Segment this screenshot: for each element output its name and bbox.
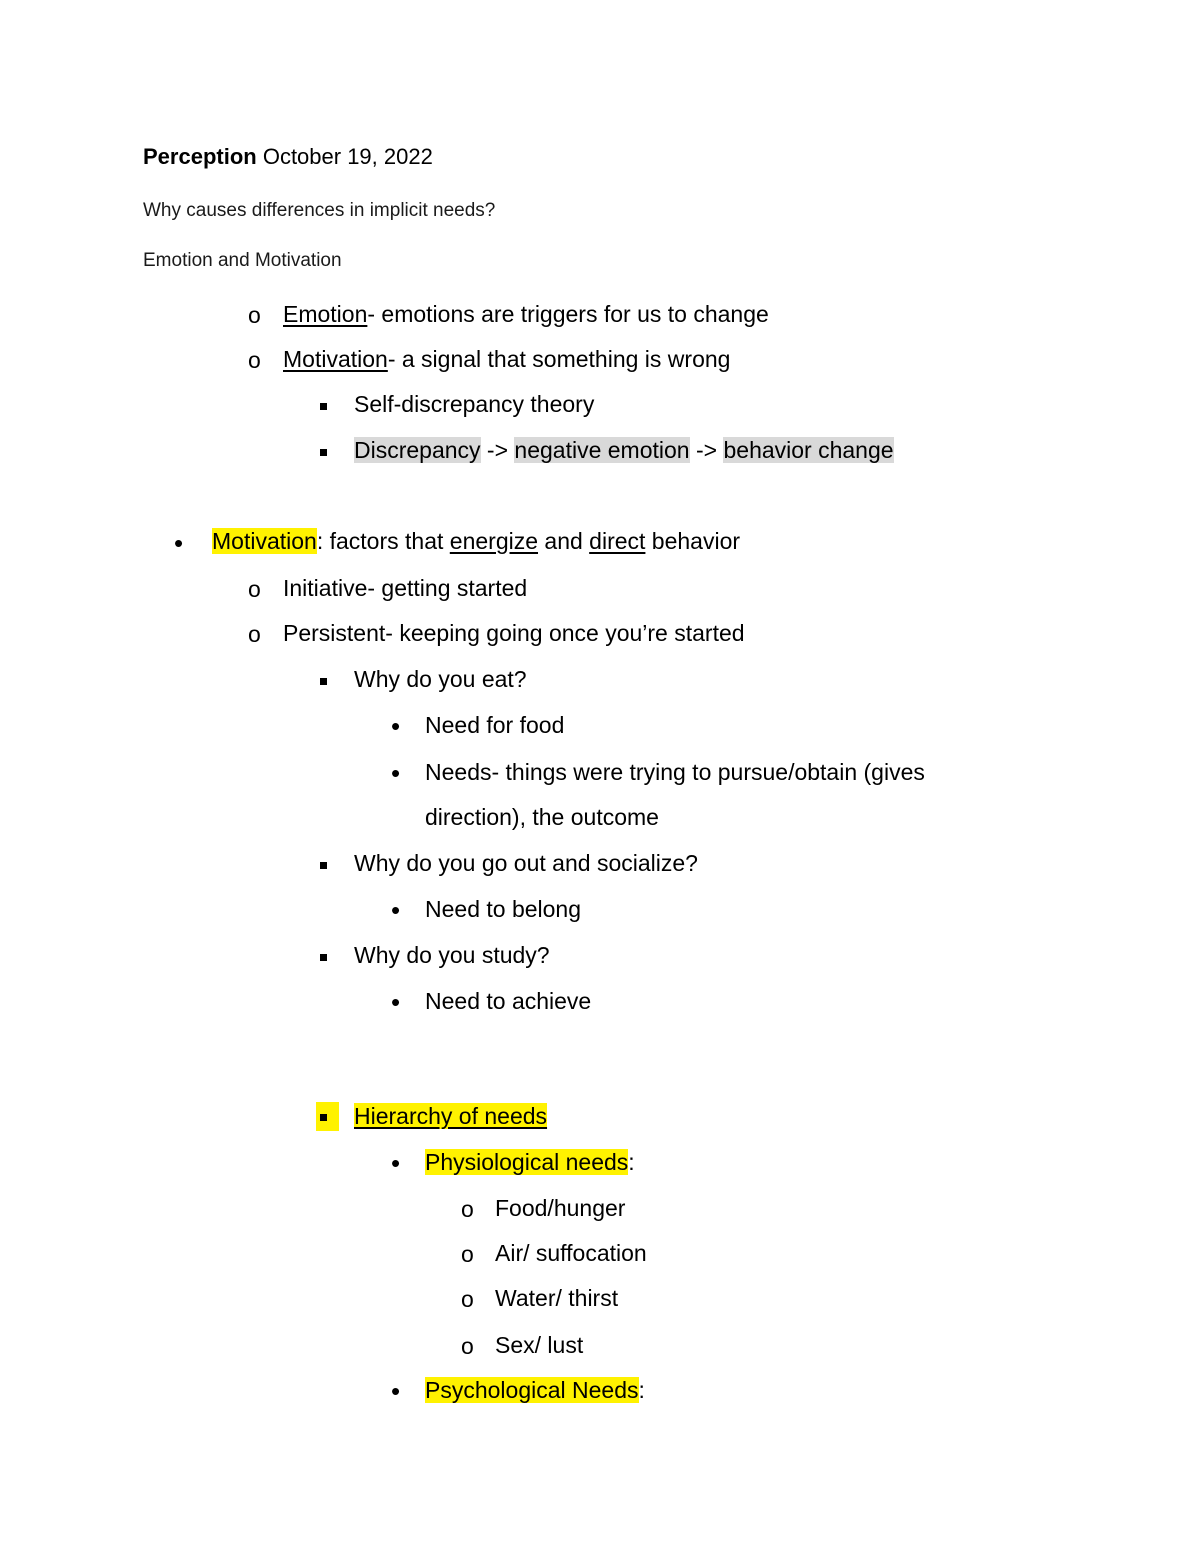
- bullet-icon: •: [391, 758, 401, 788]
- list-item-why-eat: Why do you eat?: [354, 666, 527, 692]
- intro-topic: Emotion and Motivation: [143, 250, 342, 271]
- square-bullet-icon: [320, 850, 327, 879]
- list-item-needs-line1: Needs- things were trying to pursue/obtain (gives: [425, 759, 925, 785]
- page-title: [143, 143, 433, 171]
- bullet-icon: •: [391, 895, 401, 925]
- list-item-emotion: Emotion- emotions are triggers for us to change: [283, 301, 769, 327]
- hollow-bullet-icon: o: [461, 1286, 474, 1312]
- square-bullet-icon: [320, 942, 327, 971]
- list-item-initiative: Initiative- getting started: [283, 575, 528, 601]
- hollow-bullet-icon: o: [248, 621, 261, 647]
- bullet-icon: •: [391, 1376, 401, 1406]
- hollow-bullet-icon: o: [248, 302, 261, 328]
- list-item-self-discrepancy: Self-discrepancy theory: [354, 391, 595, 417]
- bullet-icon: •: [391, 987, 401, 1017]
- list-item-needs-line2: direction), the outcome: [425, 804, 659, 830]
- title-word: Perception: [143, 144, 257, 169]
- list-item-need-belong: Need to belong: [425, 896, 582, 922]
- hollow-bullet-icon: o: [248, 576, 261, 602]
- square-bullet-icon: [316, 1102, 339, 1131]
- list-item-need-food: Need for food: [425, 712, 565, 738]
- bullet-icon: •: [391, 1148, 401, 1178]
- intro-question: Why causes differences in implicit needs?: [143, 200, 496, 221]
- list-item-phys: Water/ thirst: [495, 1285, 619, 1311]
- list-item-discrepancy-chain: Discrepancy -> negative emotion -> behavior change: [354, 437, 894, 463]
- square-bullet-icon: [320, 391, 327, 420]
- title-date: October 19, 2022: [262, 144, 433, 169]
- list-item-persistent: Persistent- keeping going once you’re started: [283, 620, 745, 646]
- list-item-phys: Food/hunger: [495, 1195, 626, 1221]
- hollow-bullet-icon: o: [461, 1333, 474, 1359]
- hollow-bullet-icon: o: [248, 347, 261, 373]
- hollow-bullet-icon: o: [461, 1196, 474, 1222]
- list-item-need-achieve: Need to achieve: [425, 988, 592, 1014]
- term-motivation: Motivation: [283, 346, 388, 372]
- list-item-why-study: Why do you study?: [354, 942, 550, 968]
- square-bullet-icon: [320, 666, 327, 695]
- list-item-physiological: Physiological needs:: [425, 1149, 635, 1175]
- list-item-phys: Sex/ lust: [495, 1332, 584, 1358]
- list-item-phys: Air/ suffocation: [495, 1240, 647, 1266]
- list-item-why-socialize: Why do you go out and socialize?: [354, 850, 698, 876]
- list-item-hierarchy: Hierarchy of needs: [354, 1103, 548, 1129]
- list-item-motivation-definition: Motivation: factors that energize and direct behavior: [212, 528, 741, 554]
- list-item-psychological: Psychological Needs:: [425, 1377, 645, 1403]
- list-item-motivation: Motivation- a signal that something is wrong: [283, 346, 731, 372]
- term-emotion: Emotion: [283, 301, 368, 327]
- bullet-icon: •: [174, 528, 184, 558]
- bullet-icon: •: [391, 711, 401, 741]
- hollow-bullet-icon: o: [461, 1241, 474, 1267]
- square-bullet-icon: [320, 437, 327, 466]
